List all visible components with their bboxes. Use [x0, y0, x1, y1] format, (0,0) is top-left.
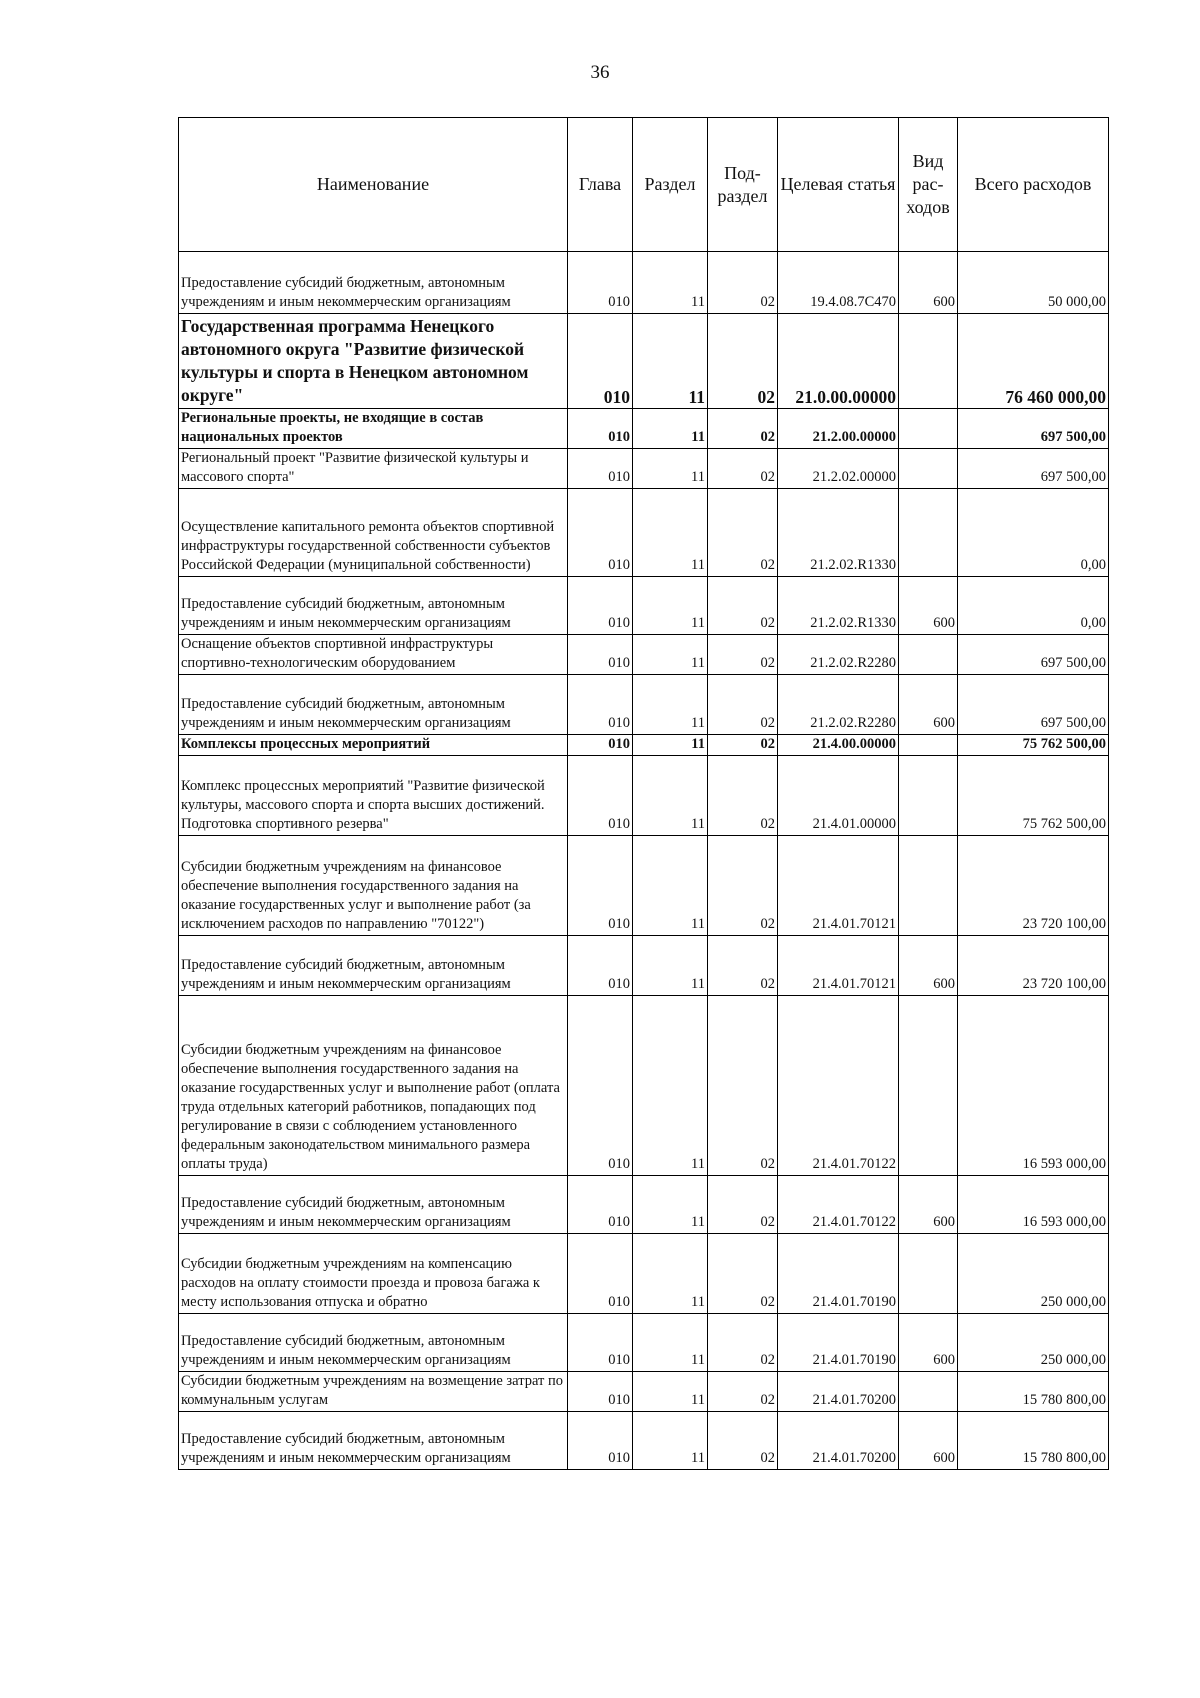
table-row — [179, 1234, 1109, 1314]
cell-glava: 010 — [568, 735, 633, 756]
cell-name: Предоставление субсидий бюджетным, автономным учреждениям и иным некоммерческим организациям — [179, 252, 568, 314]
cell-total: 23 720 100,00 — [958, 836, 1109, 936]
cell-podrazdel: 02 — [708, 1412, 778, 1470]
cell-name: Комплекс процессных мероприятий "Развитие физической культуры, массового спорта и спорта высших достижений. Подготовка спортивного резерва" — [179, 756, 568, 836]
header-razdel: Раздел — [633, 118, 708, 252]
cell-vid: 600 — [899, 1412, 958, 1470]
cell-name: Региональные проекты, не входящие в состав национальных проектов — [179, 409, 568, 449]
cell-vid: 600 — [899, 1314, 958, 1372]
table-row — [179, 1314, 1109, 1372]
cell-razdel: 11 — [633, 1314, 708, 1372]
cell-total: 0,00 — [958, 577, 1109, 635]
cell-celevaya: 21.4.01.70122 — [778, 1176, 899, 1234]
cell-podrazdel: 02 — [708, 252, 778, 314]
cell-vid — [899, 1234, 958, 1314]
cell-podrazdel: 02 — [708, 577, 778, 635]
cell-total: 250 000,00 — [958, 1314, 1109, 1372]
cell-total: 75 762 500,00 — [958, 735, 1109, 756]
cell-celevaya: 21.2.02.R1330 — [778, 577, 899, 635]
table-row — [179, 635, 1109, 675]
cell-total: 15 780 800,00 — [958, 1372, 1109, 1412]
cell-razdel: 11 — [633, 635, 708, 675]
cell-podrazdel: 02 — [708, 1372, 778, 1412]
cell-celevaya: 21.0.00.00000 — [778, 314, 899, 409]
cell-razdel: 11 — [633, 252, 708, 314]
cell-name: Комплексы процессных мероприятий — [179, 735, 568, 756]
cell-vid — [899, 996, 958, 1176]
cell-celevaya: 21.2.02.R2280 — [778, 635, 899, 675]
cell-celevaya: 21.4.01.70122 — [778, 996, 899, 1176]
cell-glava: 010 — [568, 449, 633, 489]
table-row — [179, 675, 1109, 735]
cell-total: 15 780 800,00 — [958, 1412, 1109, 1470]
cell-vid — [899, 635, 958, 675]
cell-name: Предоставление субсидий бюджетным, автономным учреждениям и иным некоммерческим организациям — [179, 936, 568, 996]
table-row — [179, 756, 1109, 836]
header-vid: Вид рас-ходов — [899, 118, 958, 252]
cell-celevaya: 21.2.02.R1330 — [778, 489, 899, 577]
cell-glava: 010 — [568, 409, 633, 449]
table-row — [179, 1372, 1109, 1412]
cell-total: 76 460 000,00 — [958, 314, 1109, 409]
cell-vid: 600 — [899, 252, 958, 314]
cell-vid — [899, 1372, 958, 1412]
cell-name: Предоставление субсидий бюджетным, автономным учреждениям и иным некоммерческим организациям — [179, 577, 568, 635]
table-row — [179, 577, 1109, 635]
cell-celevaya: 21.2.00.00000 — [778, 409, 899, 449]
table-row — [179, 996, 1109, 1176]
cell-podrazdel: 02 — [708, 489, 778, 577]
cell-podrazdel: 02 — [708, 996, 778, 1176]
cell-glava: 010 — [568, 1412, 633, 1470]
cell-name: Предоставление субсидий бюджетным, автономным учреждениям и иным некоммерческим организациям — [179, 1176, 568, 1234]
cell-razdel: 11 — [633, 1234, 708, 1314]
cell-celevaya: 21.4.00.00000 — [778, 735, 899, 756]
cell-glava: 010 — [568, 936, 633, 996]
cell-podrazdel: 02 — [708, 314, 778, 409]
cell-celevaya: 21.4.01.70190 — [778, 1314, 899, 1372]
cell-glava: 010 — [568, 1372, 633, 1412]
cell-name: Государственная программа Ненецкого автономного округа "Развитие физической культуры и спорта в Ненецком автономном округе" — [179, 314, 568, 409]
header-total: Всего расходов — [958, 118, 1109, 252]
table-row — [179, 489, 1109, 577]
cell-razdel: 11 — [633, 409, 708, 449]
table-row — [179, 252, 1109, 314]
cell-razdel: 11 — [633, 996, 708, 1176]
header-glava: Глава — [568, 118, 633, 252]
cell-name: Оснащение объектов спортивной инфраструктуры спортивно-технологическим оборудованием — [179, 635, 568, 675]
cell-total: 23 720 100,00 — [958, 936, 1109, 996]
cell-razdel: 11 — [633, 314, 708, 409]
cell-total: 697 500,00 — [958, 409, 1109, 449]
cell-celevaya: 21.2.02.R2280 — [778, 675, 899, 735]
table-row — [179, 409, 1109, 449]
cell-total: 250 000,00 — [958, 1234, 1109, 1314]
table-row — [179, 1412, 1109, 1470]
cell-glava: 010 — [568, 577, 633, 635]
cell-glava: 010 — [568, 996, 633, 1176]
cell-name: Предоставление субсидий бюджетным, автономным учреждениям и иным некоммерческим организациям — [179, 1412, 568, 1470]
cell-vid — [899, 836, 958, 936]
cell-name: Субсидии бюджетным учреждениям на финансовое обеспечение выполнения государственного задания на оказание государственных услуг и выполнение работ (за исключением расходов по направлению "70122") — [179, 836, 568, 936]
cell-name: Региональный проект "Развитие физической культуры и массового спорта" — [179, 449, 568, 489]
cell-razdel: 11 — [633, 756, 708, 836]
cell-total: 16 593 000,00 — [958, 996, 1109, 1176]
page-number: 36 — [590, 62, 610, 83]
cell-podrazdel: 02 — [708, 1234, 778, 1314]
cell-vid — [899, 489, 958, 577]
cell-celevaya: 21.2.02.00000 — [778, 449, 899, 489]
cell-vid: 600 — [899, 675, 958, 735]
cell-celevaya: 21.4.01.00000 — [778, 756, 899, 836]
cell-total: 697 500,00 — [958, 635, 1109, 675]
header-name: Наименование — [179, 118, 568, 252]
cell-total: 50 000,00 — [958, 252, 1109, 314]
table-row — [179, 936, 1109, 996]
cell-podrazdel: 02 — [708, 836, 778, 936]
cell-podrazdel: 02 — [708, 635, 778, 675]
cell-glava: 010 — [568, 252, 633, 314]
cell-razdel: 11 — [633, 1372, 708, 1412]
budget-table — [178, 117, 1109, 1470]
cell-razdel: 11 — [633, 577, 708, 635]
cell-name: Субсидии бюджетным учреждениям на финансовое обеспечение выполнения государственного задания на оказание государственных услуг и выполнение работ (оплата труда отдельных категорий работников, попадающих под регулирование в связи с соблюдением установленного федеральным законодательством минимального размера оплаты труда) — [179, 996, 568, 1176]
cell-podrazdel: 02 — [708, 756, 778, 836]
cell-glava: 010 — [568, 675, 633, 735]
cell-celevaya: 21.4.01.70121 — [778, 836, 899, 936]
cell-podrazdel: 02 — [708, 449, 778, 489]
cell-name: Субсидии бюджетным учреждениям на возмещение затрат по коммунальным услугам — [179, 1372, 568, 1412]
cell-name: Осуществление капитального ремонта объектов спортивной инфраструктуры государственной собственности субъектов Российской Федерации (муниципальной собственности) — [179, 489, 568, 577]
cell-vid — [899, 409, 958, 449]
cell-vid: 600 — [899, 1176, 958, 1234]
cell-vid: 600 — [899, 577, 958, 635]
cell-total: 16 593 000,00 — [958, 1176, 1109, 1234]
cell-name: Предоставление субсидий бюджетным, автономным учреждениям и иным некоммерческим организациям — [179, 675, 568, 735]
cell-podrazdel: 02 — [708, 735, 778, 756]
cell-razdel: 11 — [633, 1176, 708, 1234]
cell-glava: 010 — [568, 1176, 633, 1234]
cell-razdel: 11 — [633, 1412, 708, 1470]
table-row — [179, 836, 1109, 936]
table-row — [179, 735, 1109, 756]
cell-total: 697 500,00 — [958, 675, 1109, 735]
table-body — [179, 252, 1109, 1470]
cell-celevaya: 21.4.01.70200 — [778, 1412, 899, 1470]
cell-podrazdel: 02 — [708, 1314, 778, 1372]
cell-glava: 010 — [568, 314, 633, 409]
cell-total: 0,00 — [958, 489, 1109, 577]
header-celevaya: Целевая статья — [778, 118, 899, 252]
cell-glava: 010 — [568, 756, 633, 836]
table-row — [179, 1176, 1109, 1234]
cell-glava: 010 — [568, 489, 633, 577]
cell-razdel: 11 — [633, 936, 708, 996]
cell-vid — [899, 756, 958, 836]
cell-razdel: 11 — [633, 449, 708, 489]
cell-razdel: 11 — [633, 836, 708, 936]
cell-vid — [899, 735, 958, 756]
cell-glava: 010 — [568, 836, 633, 936]
header-podrazdel: Под-раздел — [708, 118, 778, 252]
cell-razdel: 11 — [633, 489, 708, 577]
cell-podrazdel: 02 — [708, 409, 778, 449]
cell-celevaya: 19.4.08.7С470 — [778, 252, 899, 314]
cell-total: 75 762 500,00 — [958, 756, 1109, 836]
cell-razdel: 11 — [633, 675, 708, 735]
cell-glava: 010 — [568, 635, 633, 675]
cell-name: Субсидии бюджетным учреждениям на компенсацию расходов на оплату стоимости проезда и провоза багажа к месту использования отпуска и обратно — [179, 1234, 568, 1314]
cell-celevaya: 21.4.01.70200 — [778, 1372, 899, 1412]
header-row — [179, 118, 1109, 252]
cell-vid — [899, 314, 958, 409]
cell-celevaya: 21.4.01.70190 — [778, 1234, 899, 1314]
cell-vid — [899, 449, 958, 489]
table-row — [179, 314, 1109, 409]
cell-vid: 600 — [899, 936, 958, 996]
cell-name: Предоставление субсидий бюджетным, автономным учреждениям и иным некоммерческим организациям — [179, 1314, 568, 1372]
cell-total: 697 500,00 — [958, 449, 1109, 489]
cell-podrazdel: 02 — [708, 675, 778, 735]
cell-glava: 010 — [568, 1234, 633, 1314]
cell-podrazdel: 02 — [708, 1176, 778, 1234]
cell-glava: 010 — [568, 1314, 633, 1372]
cell-podrazdel: 02 — [708, 936, 778, 996]
cell-celevaya: 21.4.01.70121 — [778, 936, 899, 996]
cell-razdel: 11 — [633, 735, 708, 756]
table-row — [179, 449, 1109, 489]
